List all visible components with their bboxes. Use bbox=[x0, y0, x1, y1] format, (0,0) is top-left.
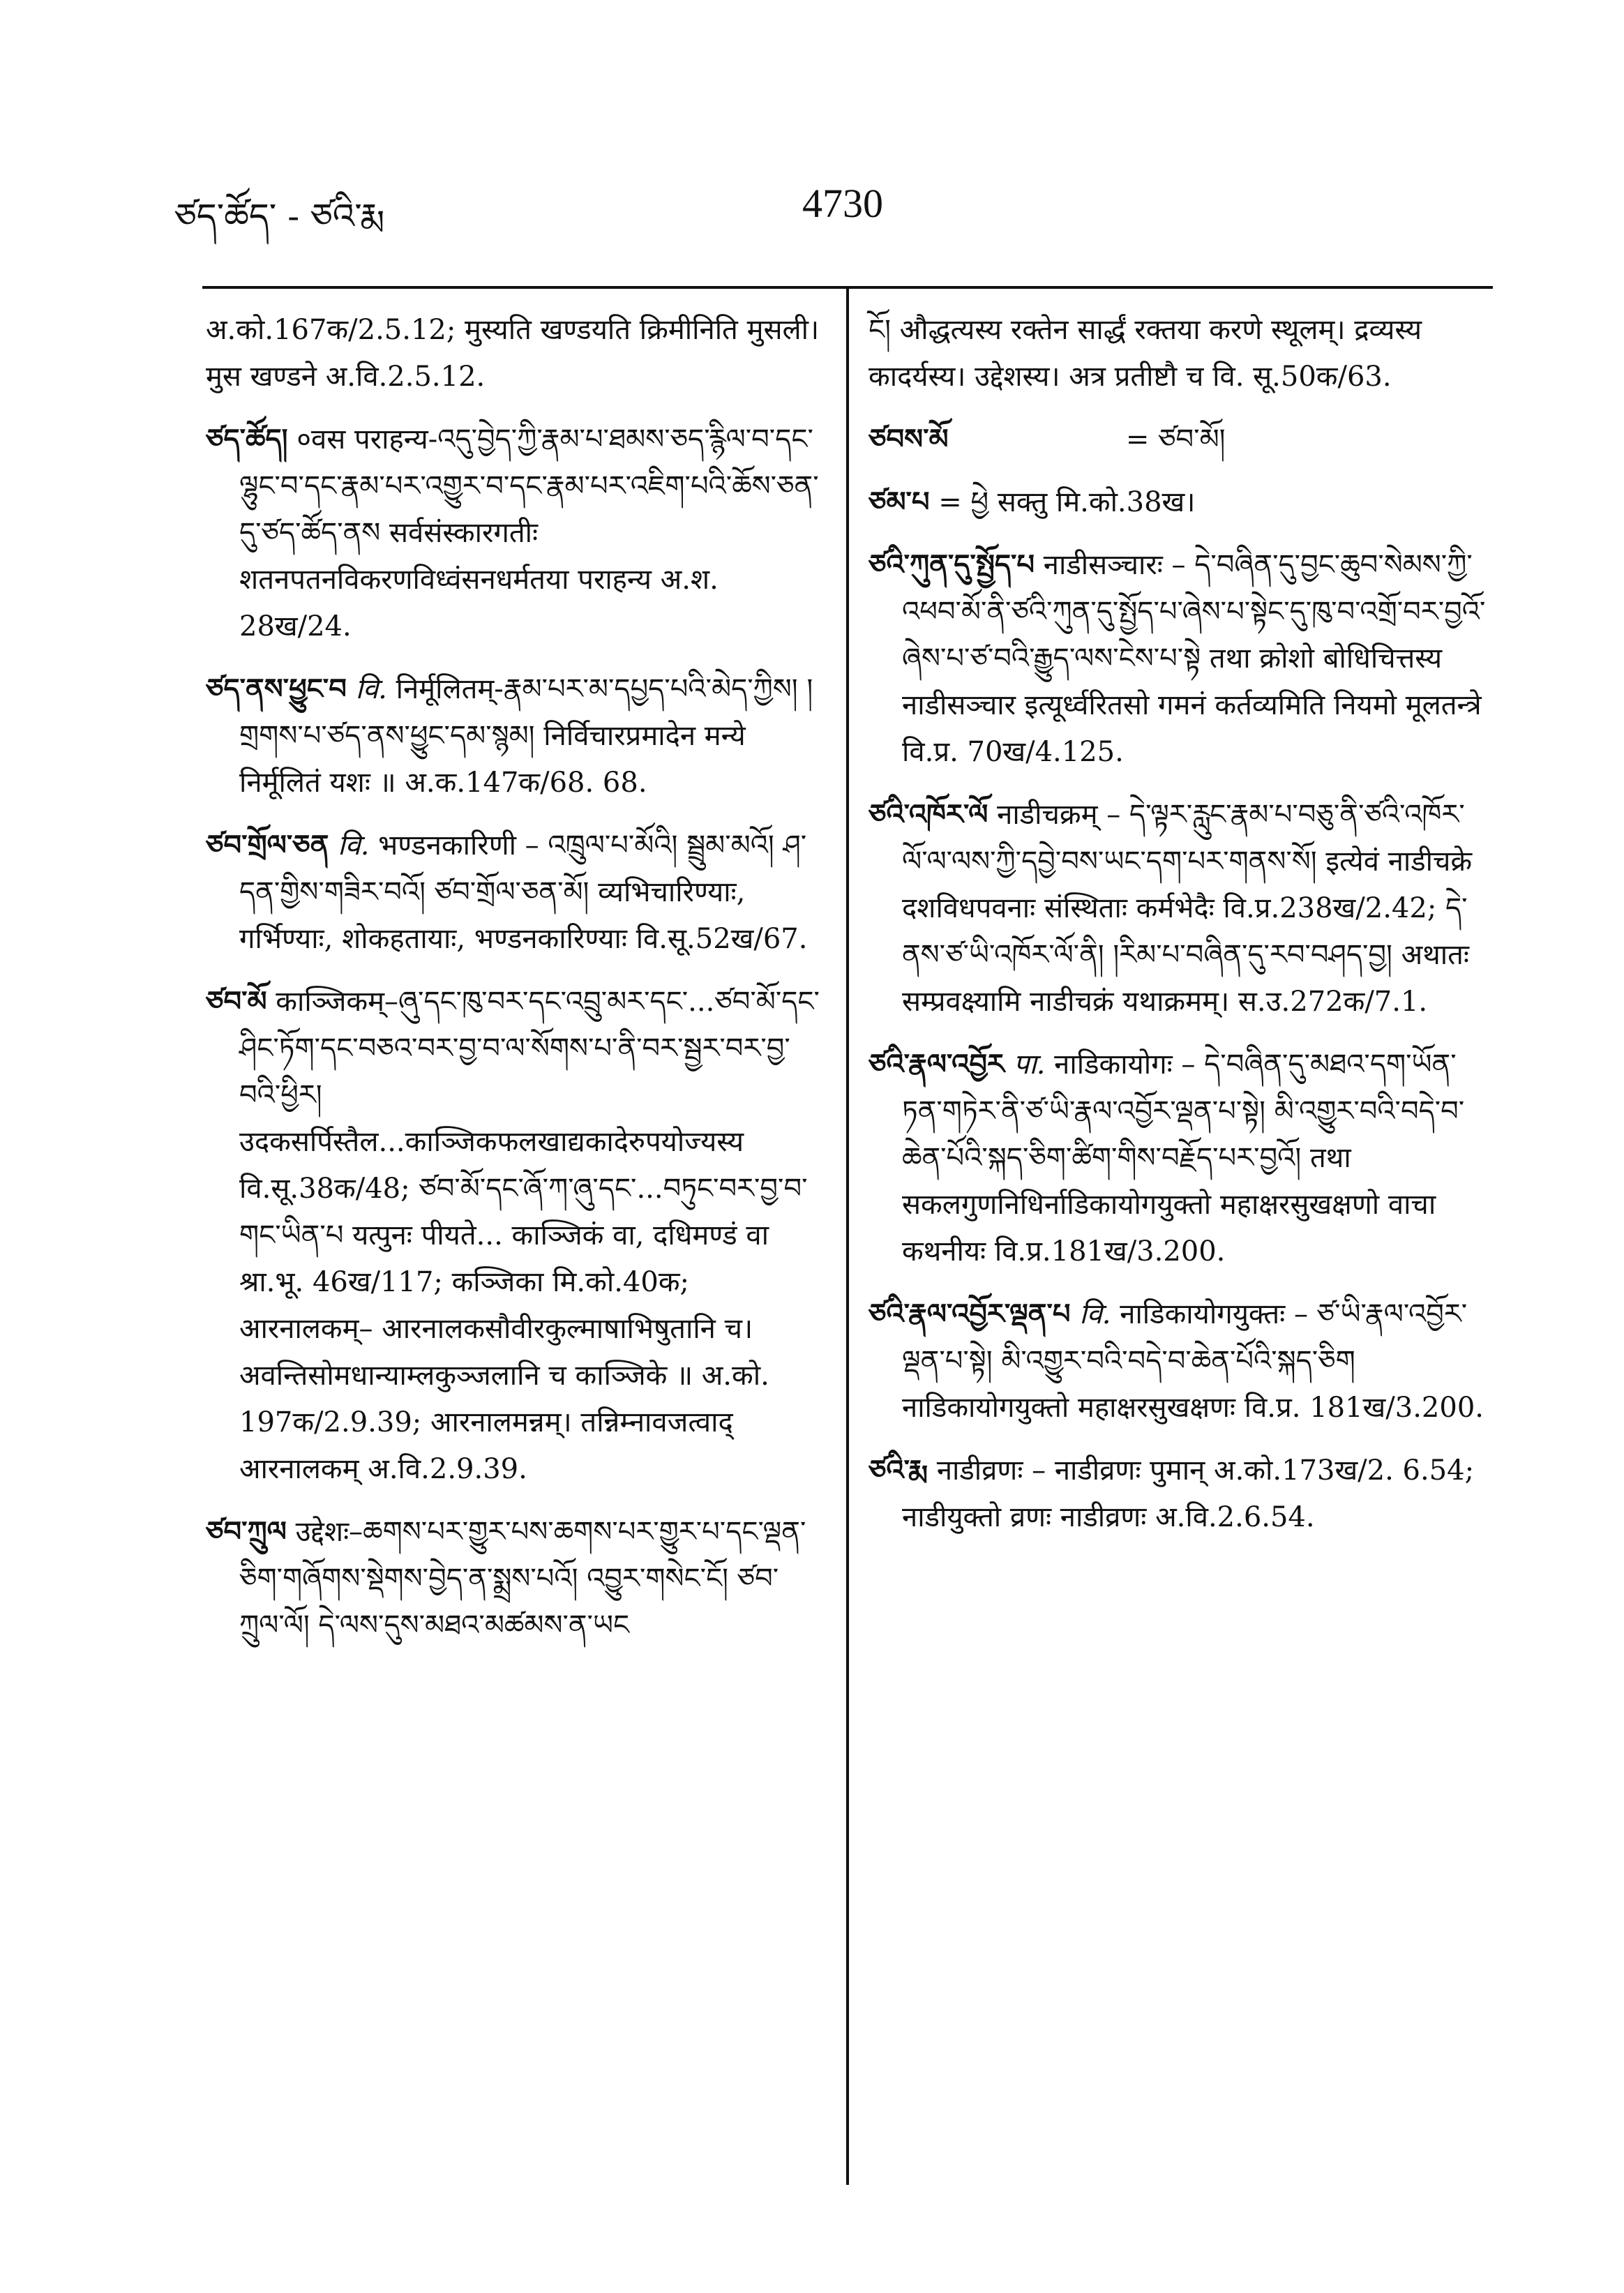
column-divider bbox=[846, 287, 849, 2185]
entry-text: काञ्जिकम्–ཞུ་དང་ཁུ་བར་དང་འབྲུ་མར་དང་...ཙབ་མོ་དང་ཤིང་ཏོག་དང་བཅའ་བར་བྱ་བ་ལ་སོགས་པ་ནི་བར་སྦྱར་བར་བྱ་བའི་ཕྱིར། उदकसर्पिस्तैल...काञ्जिकफलखाद्यकादेरुपयोज्यस्य वि.सू.38क/48; ཙབ་མོ་དང་ཞོ་ཀ་ཞུ་དང་...བཏུང་བར་བྱ་བ་གང་ཡིན་པ यत्पुनः पीयते... काञ्जिकं वा, दधिमण्डं वा श्रा.भू. 46ख/117; कञ्जिका मि.को.40क; आरनालकम्– आरनालकसौवीरकुल्माषाभिषुतानि च। अवन्तिसोमधान्याम्लकुञ्जलानि च काञ्जिके ॥ अ.को. 197क/2.9.39; आरनालमन्नम्। तन्निम्नावजत्वाद् आरनालकम् अ.वि.2.9.39. bbox=[239, 986, 820, 1485]
entry-text: नाडीसञ्चारः – དེ་བཞིན་དུ་བྱང་ཆུབ་སེམས་ཀྱི་འཕབ་མོ་ནི་ཙའི་ཀུན་དུ་སྤྱོད་པ་ཞེས་པ་སྟེང་དུ་ཁུ་བ་འགྲོ་བར་བྱའོ་ཞེས་པ་ཙ་བའི་རྒྱུད་ལས་ངེས་པ་སྟེ तथा क्रोशो बोधिचित्तस्य नाडीसञ्चार इत्यूर्ध्वरितसो गमनं कर्तव्यमिति नियमो मूलतन्त्रे वि.प्र. 70ख/4.125. bbox=[902, 549, 1486, 768]
entry-text: ०वस पराहन्य-འདུ་བྱེད་ཀྱི་རྣམ་པ་ཐམས་ཅད་རྙིལ་བ་དང་ལྷུང་བ་དང་རྣམ་པར་འགྱུར་བ་དང་རྣམ་པར་འཇིག་པའི་ཆོས་ཅན་དུ་ཙད་ཚོད་ནས सर्वसंस्कारगतीः शतनपतनविकरणविध्वंसनधर्मतया पराहन्य अ.श. 28ख/24. bbox=[239, 423, 819, 642]
dictionary-entry bbox=[206, 978, 820, 1493]
dictionary-entry bbox=[869, 541, 1489, 776]
dictionary-entry bbox=[869, 1447, 1489, 1541]
headword: ཙའི་རྣལ་འབྱོར་ལྡན་པ bbox=[869, 1298, 1071, 1330]
dictionary-entry bbox=[869, 479, 1489, 526]
dictionary-entry bbox=[206, 1508, 820, 1649]
entry-text: नाडीव्रणः – नाडीव्रणः पुमान् अ.को.173ख/2. 6.54; नाडीयुक्तो व्रणः नाडीव्रणः अ.वि.2.6.54. bbox=[902, 1454, 1475, 1533]
entry-text: नाडिकायोगः – དེ་བཞིན་དུ་མཐའ་དག་ཡོན་ཏན་གཏེར་ནི་ཙ་ཡི་རྣལ་འབྱོར་ལྡན་པ་སྟེ། མི་འགྱུར་བའི་བདེ་བ་ཆེན་པོའི་སྐད་ཅིག་ཚིག་གིས་བརྗོད་པར་བྱའོ། तथा सकलगुणनिधिर्नाडिकायोगयुक्तो महाक्षरसुखक्षणो वाचा कथनीयः वि.प्र.181ख/3.200. bbox=[902, 1048, 1465, 1268]
dictionary-entry bbox=[869, 416, 1489, 463]
dictionary-entry bbox=[206, 416, 820, 650]
headword: ཙའི་ཀུན་དུ་སྤྱོད་པ bbox=[869, 548, 1035, 581]
left-column bbox=[206, 307, 820, 1664]
entry-text: ངོ། औद्धत्यस्य रक्तेन सार्द्धं रक्तया करणे स्थूलम्। द्रव्यस्य कादर्यस्य। उद्देशस्य। अत्र प्रतीष्टौ च वि. सू.50क/63. bbox=[869, 314, 1422, 393]
dictionary-entry bbox=[869, 1041, 1489, 1275]
right-column bbox=[869, 307, 1489, 1556]
entry-text: अ.को.167क/2.5.12; मुस्यति खण्डयति क्रिमीनिति मुसली। मुस खण्डने अ.वि.2.5.12. bbox=[206, 314, 820, 393]
running-head: ཙད་ཚོད་ - ཙའི་རྨ bbox=[174, 196, 385, 236]
headword: ཙད་ནས་ཕྱུང་བ bbox=[206, 672, 347, 705]
headword: ཙའི་རྣལ་འབྱོར bbox=[869, 1048, 1005, 1081]
headword: ཙབ་ཀྲུལ bbox=[206, 1515, 287, 1548]
entry-text: भण्डनकारिणी – འཁྲུལ་པ་མོའི། སྦྲུམ་མའོ། ཤ་དན་གྱིས་གཟིར་བའོ། ཙབ་གྲོལ་ཅན་མོ། व्यभिचारिण्याः, गर्भिण्याः, शोकहतायाः, भण्डनकारिण्याः वि.सू.52ख/67. bbox=[239, 829, 808, 955]
headword: ཙབ་མོ bbox=[206, 985, 267, 1018]
entry-text: = ཕྱེ सक्तु मि.को.38ख। bbox=[938, 486, 1196, 518]
headword: ཙམ་པ bbox=[869, 486, 930, 518]
headword: ཙའི་རྨ bbox=[869, 1454, 928, 1487]
entry-text: नाडिकायोगयुक्तः – ཙ་ཡི་རྣལ་འབྱོར་ལྡན་པ་སྟེ། མི་འགྱུར་བའི་བདེ་བ་ཆེན་པོའི་སྐད་ཅིག नाडिकायोगयुक्तो महाक्षरसुखक्षणः वि.प्र. 181ख/3.200. bbox=[902, 1298, 1484, 1424]
entry-text: = ཙབ་མོ། bbox=[1125, 423, 1226, 456]
dictionary-entry bbox=[869, 791, 1489, 1025]
headword: ཙའི་འཁོར་ལོ bbox=[869, 798, 988, 831]
part-of-speech: पा. bbox=[1013, 1048, 1046, 1081]
headword: ཙབས་མོ bbox=[869, 423, 949, 456]
entry-text: नाडीचक्रम् – དེ་ལྟར་རླུང་རྣམ་པ་བཅུ་ནི་ཙའི་འཁོར་ལོ་ལ་ལས་ཀྱི་དབྱེ་བས་ཡང་དག་པར་གནས་སོ། इत्येवं नाडीचक्रे दशविधपवनाः संस्थिताः कर्मभेदैः वि.प्र.238ख/2.42; དེ་ནས་ཙ་ཡི་འཁོར་ལོ་ནི། །རིམ་པ་བཞིན་དུ་རབ་བཤད་བྱ། अथातः सम्प्रवक्ष्यामि नाडीचक्रं यथाक्रमम्। स.उ.272क/7.1. bbox=[902, 799, 1473, 1018]
dictionary-entry bbox=[206, 307, 820, 400]
dictionary-entry bbox=[869, 1291, 1489, 1431]
dictionary-entry bbox=[869, 307, 1489, 400]
dictionary-entry bbox=[206, 822, 820, 963]
entry-text: निर्मूलितम्-རྣམ་པར་མ་དཔྱད་པའི་མེད་ཀྱིས། །གྲགས་པ་ཙད་ནས་ཕྱུང་དམ་སྙམ། निर्विचारप्रमादेन मन्ये निर्मूलितं यशः ॥ अ.क.147क/68. 68. bbox=[239, 673, 813, 799]
headword: ཙབ་གྲོལ་ཅན bbox=[206, 829, 329, 862]
entry-text: उद्देशः–ཆགས་པར་གྱུར་པས་ཆགས་པར་གྱུར་པ་དང་ལྡན་ཅིག་གཞོགས་སྡེགས་བྱེད་ན་སྨྲས་པའོ། འབྱུར་གསེང་ངོ། ཙབ་ཀྲུལ་ལོ། དེ་ལས་དུས་མཐའ་མཚམས་ན་ཡང bbox=[239, 1516, 806, 1641]
part-of-speech: वि. bbox=[355, 673, 387, 705]
dictionary-entry bbox=[206, 666, 820, 806]
part-of-speech: वि. bbox=[1079, 1298, 1111, 1330]
part-of-speech: वि. bbox=[338, 829, 370, 862]
headword: ཙད་ཚོད། bbox=[206, 423, 288, 456]
page-number: 4730 bbox=[802, 181, 883, 226]
